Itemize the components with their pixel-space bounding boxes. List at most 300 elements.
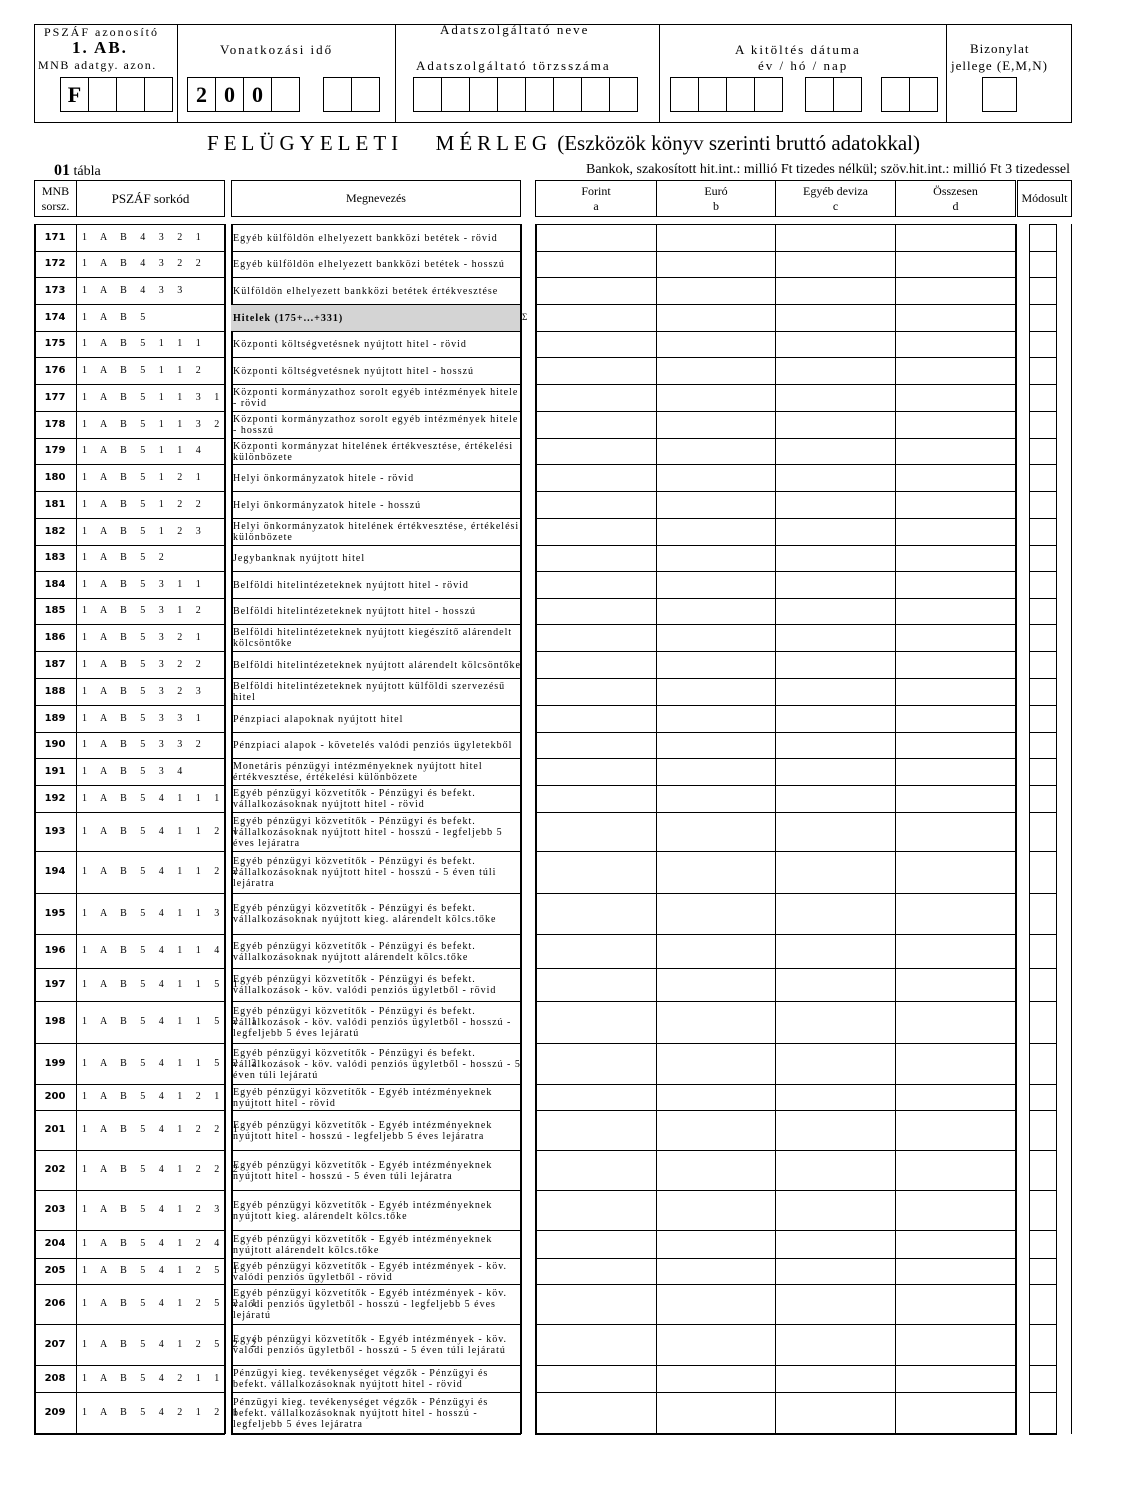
cell-forint[interactable] (536, 625, 655, 651)
cell-osszesen[interactable] (896, 1044, 1014, 1084)
cell-osszesen[interactable] (896, 546, 1014, 571)
cell-modosult[interactable] (1030, 225, 1056, 251)
cell-osszesen[interactable] (896, 1259, 1014, 1284)
cell-euro[interactable] (657, 706, 774, 732)
cell-modosult[interactable] (1030, 412, 1056, 438)
cell-forint[interactable] (536, 1231, 655, 1258)
torzsszam-cell[interactable] (497, 77, 526, 112)
cell-forint[interactable] (536, 599, 655, 624)
cell-modosult[interactable] (1030, 1151, 1056, 1190)
cell-euro[interactable] (657, 252, 774, 277)
cell-egyeb[interactable] (776, 305, 894, 331)
cell-euro[interactable] (657, 679, 774, 705)
cell-euro[interactable] (657, 385, 774, 411)
cell-egyeb[interactable] (776, 894, 894, 934)
cell-modosult[interactable] (1030, 1259, 1056, 1284)
cell-euro[interactable] (657, 813, 774, 851)
cell-euro[interactable] (657, 412, 774, 438)
date-month-cells (805, 77, 862, 112)
torzsszam-cell[interactable] (441, 77, 470, 112)
time-cell[interactable] (323, 77, 352, 112)
cell-modosult[interactable] (1030, 492, 1056, 518)
row-line (1029, 1433, 1057, 1435)
cell-osszesen[interactable] (896, 969, 1014, 1001)
cell-euro[interactable] (657, 439, 774, 464)
cell-modosult[interactable] (1030, 1366, 1056, 1392)
row-label: Hitelek (175+...+331) (233, 312, 344, 324)
cell-modosult[interactable] (1030, 679, 1056, 705)
cell-egyeb[interactable] (776, 225, 894, 251)
cell-euro[interactable] (657, 225, 774, 251)
cell-forint[interactable] (536, 935, 655, 968)
cell-egyeb[interactable] (776, 465, 894, 491)
cell-forint[interactable] (536, 305, 655, 331)
col-forint-letter: a (593, 198, 599, 213)
cell-forint[interactable] (536, 652, 655, 678)
row-line (34, 785, 225, 786)
id-cell[interactable] (88, 77, 117, 112)
cell-forint[interactable] (536, 225, 655, 251)
cell-egyeb[interactable] (776, 1366, 894, 1392)
cell-forint[interactable] (536, 546, 655, 571)
cell-osszesen[interactable] (896, 599, 1014, 624)
cell-osszesen[interactable] (896, 1366, 1014, 1392)
grid-line (1071, 224, 1072, 1434)
cell-osszesen[interactable] (896, 332, 1014, 357)
cell-forint[interactable] (536, 706, 655, 732)
cell-osszesen[interactable] (896, 1393, 1014, 1433)
cell-osszesen[interactable] (896, 252, 1014, 277)
cell-modosult[interactable] (1030, 786, 1056, 812)
bizonylat-label-1: Bizonylat (970, 41, 1030, 56)
form-code: 1. AB. (72, 38, 128, 57)
row-line (34, 545, 225, 546)
cell-egyeb[interactable] (776, 1085, 894, 1110)
cell-egyeb[interactable] (776, 733, 894, 758)
row-number: 197 (44, 978, 66, 990)
cell-euro[interactable] (657, 492, 774, 518)
cell-osszesen[interactable] (896, 1111, 1014, 1150)
time-cell[interactable] (271, 77, 300, 112)
row-label: Egyéb pénzügyi közvetítők - Pénzügyi és befekt. vállalkozásoknak nyújtott hitel - hosszú - 5 éven túli lejáratra (233, 856, 497, 889)
row-number: 188 (44, 685, 66, 697)
row-line (34, 1433, 225, 1435)
bizonylat-cell-input[interactable] (982, 77, 1017, 112)
cell-modosult[interactable] (1030, 278, 1056, 304)
cell-euro[interactable] (657, 1259, 774, 1284)
cell-euro[interactable] (657, 786, 774, 812)
cell-euro[interactable] (657, 1285, 774, 1324)
cell-euro[interactable] (657, 852, 774, 893)
row-code: 1 A B 5 1 1 2 (82, 364, 207, 376)
cell-forint[interactable] (536, 786, 655, 812)
row-line (34, 678, 225, 679)
cell-modosult[interactable] (1030, 385, 1056, 411)
grid-line (76, 224, 77, 1434)
cell-forint[interactable] (536, 679, 655, 705)
cell-osszesen[interactable] (896, 385, 1014, 411)
cell-euro[interactable] (657, 305, 774, 331)
cell-forint[interactable] (536, 492, 655, 518)
cell-osszesen[interactable] (896, 894, 1014, 934)
row-code: 1 A B 5 4 1 1 3 (82, 907, 225, 919)
cell-egyeb[interactable] (776, 278, 894, 304)
row-label: Belföldi hitelintézeteknek nyújtott hitel - rövid (233, 579, 469, 591)
cell-euro[interactable] (657, 332, 774, 357)
cell-egyeb[interactable] (776, 786, 894, 812)
cell-osszesen[interactable] (896, 1085, 1014, 1110)
cell-euro[interactable] (657, 1151, 774, 1190)
row-label: Egyéb pénzügyi közvetítők - Egyéb intézmények - köv. valódi penziós ügyletből - hosszú - 5 éven túli lejáratú (233, 1334, 508, 1356)
cell-euro[interactable] (657, 599, 774, 624)
cell-modosult[interactable] (1030, 572, 1056, 598)
cell-euro[interactable] (657, 1044, 774, 1084)
cell-euro[interactable] (657, 894, 774, 934)
cell-osszesen[interactable] (896, 625, 1014, 651)
cell-egyeb[interactable] (776, 1044, 894, 1084)
row-line (34, 491, 225, 492)
cell-forint[interactable] (536, 1151, 655, 1190)
cell-modosult[interactable] (1030, 519, 1056, 545)
date-cell[interactable] (881, 77, 910, 112)
row-code: 1 A B 5 4 1 1 2 2 (82, 866, 244, 877)
cell-osszesen[interactable] (896, 786, 1014, 812)
cell-euro[interactable] (657, 625, 774, 651)
date-cell[interactable] (754, 77, 783, 112)
cell-egyeb[interactable] (776, 1002, 894, 1043)
cell-modosult[interactable] (1030, 935, 1056, 968)
row-number: 194 (44, 866, 66, 877)
cell-forint[interactable] (536, 1285, 655, 1324)
col-mnb-line1: MNB (41, 184, 70, 199)
cell-egyeb[interactable] (776, 1231, 894, 1258)
row-line (34, 758, 225, 759)
cell-modosult[interactable] (1030, 332, 1056, 357)
cell-egyeb[interactable] (776, 439, 894, 464)
cell-osszesen[interactable] (896, 1325, 1014, 1365)
cell-modosult[interactable] (1030, 625, 1056, 651)
cell-euro[interactable] (657, 1393, 774, 1433)
cell-egyeb[interactable] (776, 1285, 894, 1324)
id-cell[interactable] (116, 77, 145, 112)
cell-euro[interactable] (657, 733, 774, 758)
cell-egyeb[interactable] (776, 813, 894, 851)
time-cell[interactable]: 0 (215, 77, 244, 112)
torzsszam-cell[interactable] (469, 77, 498, 112)
pszaf-azonosito-label: PSZÁF azonosító (44, 25, 160, 39)
cell-euro[interactable] (657, 358, 774, 384)
ev-ho-nap-label: év / hó / nap (758, 58, 849, 73)
row-code: 1 A B 5 2 (82, 552, 170, 563)
cell-forint[interactable] (536, 278, 655, 304)
row-code: 1 A B 5 4 2 1 1 (82, 1372, 225, 1384)
cell-forint[interactable] (536, 733, 655, 758)
col-header-pszaf: PSZÁF sorkód (76, 180, 225, 217)
row-number: 208 (44, 1372, 66, 1384)
col-mnb-line2: sorsz. (41, 198, 70, 213)
cell-modosult[interactable] (1030, 252, 1056, 277)
cell-egyeb[interactable] (776, 252, 894, 277)
cell-egyeb[interactable] (776, 385, 894, 411)
cell-egyeb[interactable] (776, 1111, 894, 1150)
torzsszam-cell[interactable] (581, 77, 610, 112)
cell-egyeb[interactable] (776, 679, 894, 705)
cell-osszesen[interactable] (896, 1231, 1014, 1258)
date-cell[interactable] (726, 77, 755, 112)
date-cell[interactable] (833, 77, 862, 112)
cell-forint[interactable] (536, 759, 655, 785)
row-label: Egyéb pénzügyi közvetítők - Egyéb intézményeknek nyújtott hitel - rövid (233, 1086, 493, 1109)
row-line (34, 598, 225, 599)
cell-osszesen[interactable] (896, 852, 1014, 893)
cell-euro[interactable] (657, 1366, 774, 1392)
cell-forint[interactable] (536, 1044, 655, 1084)
cell-euro[interactable] (657, 1111, 774, 1150)
cell-forint[interactable] (536, 894, 655, 934)
cell-modosult[interactable] (1030, 1191, 1056, 1230)
cell-osszesen[interactable] (896, 1151, 1014, 1190)
cell-osszesen[interactable] (896, 225, 1014, 251)
row-number: 186 (44, 631, 66, 643)
date-cell[interactable] (698, 77, 727, 112)
cell-modosult[interactable] (1030, 358, 1056, 384)
cell-euro[interactable] (657, 1191, 774, 1230)
cell-forint[interactable] (536, 1191, 655, 1230)
time-cell[interactable]: 0 (243, 77, 272, 112)
row-label: Egyéb pénzügyi közvetítők - Pénzügyi és befekt. vállalkozásoknak nyújtott hitel - hosszú - legfeljebb 5 éves lejáratra (233, 815, 503, 849)
row-code: 1 A B 5 3 3 1 (82, 712, 207, 724)
cell-modosult[interactable] (1030, 733, 1056, 758)
col-egyeb-label: Egyéb deviza (803, 184, 868, 199)
cell-egyeb[interactable] (776, 852, 894, 893)
cell-modosult[interactable] (1030, 652, 1056, 678)
cell-osszesen[interactable] (896, 278, 1014, 304)
row-label: Egyéb külföldön elhelyezett bankközi betétek - rövid (233, 232, 498, 244)
row-number: 199 (44, 1057, 66, 1069)
row-number: 176 (44, 364, 66, 376)
cell-euro[interactable] (657, 652, 774, 678)
cell-egyeb[interactable] (776, 519, 894, 545)
torzsszam-cells (413, 77, 638, 112)
col-osszesen-label: Összesen (933, 184, 978, 199)
cell-osszesen[interactable] (896, 813, 1014, 851)
cell-forint[interactable] (536, 412, 655, 438)
row-line (34, 893, 225, 894)
cell-euro[interactable] (657, 1085, 774, 1110)
title-part-2: MÉRLEG (435, 131, 552, 155)
row-number: 178 (44, 418, 66, 430)
row-code: 1 A B 5 3 1 2 (82, 605, 207, 616)
cell-modosult[interactable] (1030, 1285, 1056, 1324)
cell-osszesen[interactable] (896, 492, 1014, 518)
row-label: Pénzpiaci alapoknak nyújtott hitel (233, 713, 404, 725)
cell-euro[interactable] (657, 465, 774, 491)
cell-forint[interactable] (536, 1085, 655, 1110)
cell-egyeb[interactable] (776, 1191, 894, 1230)
cell-forint[interactable] (536, 385, 655, 411)
cell-egyeb[interactable] (776, 625, 894, 651)
cell-osszesen[interactable] (896, 679, 1014, 705)
cell-modosult[interactable] (1030, 305, 1056, 331)
row-number: 182 (44, 525, 66, 537)
row-code: 1 A B 4 3 2 1 (82, 231, 207, 243)
row-line (34, 851, 225, 852)
cell-egyeb[interactable] (776, 1393, 894, 1433)
cell-modosult[interactable] (1030, 894, 1056, 934)
date-cell[interactable] (670, 77, 699, 112)
cell-osszesen[interactable] (896, 305, 1014, 331)
cell-egyeb[interactable] (776, 358, 894, 384)
cell-osszesen[interactable] (896, 358, 1014, 384)
cell-modosult[interactable] (1030, 852, 1056, 893)
cell-osszesen[interactable] (896, 706, 1014, 732)
cell-euro[interactable] (657, 1325, 774, 1365)
row-code: 1 A B 5 1 1 3 2 (82, 418, 225, 430)
cell-egyeb[interactable] (776, 759, 894, 785)
cell-modosult[interactable] (1030, 969, 1056, 1001)
cell-egyeb[interactable] (776, 969, 894, 1001)
cell-osszesen[interactable] (896, 1002, 1014, 1043)
cell-euro[interactable] (657, 546, 774, 571)
date-cell[interactable] (909, 77, 938, 112)
cell-egyeb[interactable] (776, 1151, 894, 1190)
cell-forint[interactable] (536, 813, 655, 851)
row-number: 173 (44, 284, 66, 296)
cell-osszesen[interactable] (896, 519, 1014, 545)
cell-osszesen[interactable] (896, 439, 1014, 464)
row-code: 1 A B 5 1 2 1 (82, 471, 207, 483)
cell-euro[interactable] (657, 935, 774, 968)
time-cell[interactable] (351, 77, 380, 112)
cell-modosult[interactable] (1030, 439, 1056, 464)
cell-egyeb[interactable] (776, 1259, 894, 1284)
cell-modosult[interactable] (1030, 1325, 1056, 1365)
cell-modosult[interactable] (1030, 813, 1056, 851)
cell-modosult[interactable] (1030, 759, 1056, 785)
cell-osszesen[interactable] (896, 652, 1014, 678)
row-number: 203 (44, 1204, 66, 1215)
cell-modosult[interactable] (1030, 1231, 1056, 1258)
cell-modosult[interactable] (1030, 546, 1056, 571)
row-code: 1 A B 5 3 2 3 (82, 685, 207, 697)
cell-osszesen[interactable] (896, 572, 1014, 598)
cell-osszesen[interactable] (896, 935, 1014, 968)
cell-egyeb[interactable] (776, 599, 894, 624)
col-forint-label: Forint (581, 184, 611, 199)
row-label: Központi kormányzathoz sorolt egyéb intézmények hitele - hosszú (233, 414, 519, 436)
cell-euro[interactable] (657, 969, 774, 1001)
cell-forint[interactable] (536, 1393, 655, 1433)
cell-forint[interactable] (536, 1325, 655, 1365)
row-line (34, 304, 225, 305)
cell-modosult[interactable] (1030, 599, 1056, 624)
torzsszam-cell[interactable] (413, 77, 442, 112)
cell-euro[interactable] (657, 519, 774, 545)
cell-forint[interactable] (536, 1259, 655, 1284)
cell-modosult[interactable] (1030, 1002, 1056, 1043)
row-label: Belföldi hitelintézeteknek nyújtott kiegészítő alárendelt kölcsöntőke (233, 627, 513, 649)
cell-forint[interactable] (536, 1002, 655, 1043)
cell-forint[interactable] (536, 358, 655, 384)
sigma-mark: Σ (522, 311, 528, 322)
cell-egyeb[interactable] (776, 652, 894, 678)
cell-egyeb[interactable] (776, 332, 894, 357)
torzsszam-cell[interactable] (553, 77, 582, 112)
cell-euro[interactable] (657, 278, 774, 304)
cell-forint[interactable] (536, 465, 655, 491)
time-cell[interactable]: 2 (187, 77, 216, 112)
col-header-mnb (34, 180, 77, 217)
torzsszam-cell[interactable] (609, 77, 638, 112)
cell-modosult[interactable] (1030, 1085, 1056, 1110)
cell-forint[interactable] (536, 1111, 655, 1150)
cell-euro[interactable] (657, 1231, 774, 1258)
row-number: 206 (44, 1298, 66, 1309)
date-cell[interactable] (805, 77, 834, 112)
row-number: 189 (44, 712, 66, 724)
row-code: 1 A B 5 4 1 2 5 2 1 (82, 1298, 262, 1309)
col-header-osszesen (895, 180, 1016, 217)
cell-forint[interactable] (536, 252, 655, 277)
cell-euro[interactable] (657, 759, 774, 785)
cell-egyeb[interactable] (776, 935, 894, 968)
id-cell[interactable]: F (60, 77, 89, 112)
cell-modosult[interactable] (1030, 1393, 1056, 1433)
cell-forint[interactable] (536, 1366, 655, 1392)
date-year-cells (670, 77, 783, 112)
cell-modosult[interactable] (1030, 1044, 1056, 1084)
cell-egyeb[interactable] (776, 492, 894, 518)
cell-egyeb[interactable] (776, 546, 894, 571)
torzsszam-cell[interactable] (525, 77, 554, 112)
cell-modosult[interactable] (1030, 465, 1056, 491)
cell-egyeb[interactable] (776, 572, 894, 598)
cell-modosult[interactable] (1030, 706, 1056, 732)
vonatkozasi-ido-label: Vonatkozási idő (220, 42, 334, 57)
row-line (34, 1258, 225, 1259)
cell-forint[interactable] (536, 439, 655, 464)
cell-egyeb[interactable] (776, 412, 894, 438)
row-code: 1 A B 4 3 2 2 (82, 258, 207, 269)
id-cell[interactable] (144, 77, 173, 112)
cell-osszesen[interactable] (896, 759, 1014, 785)
cell-osszesen[interactable] (896, 465, 1014, 491)
cell-osszesen[interactable] (896, 1191, 1014, 1230)
cell-forint[interactable] (536, 852, 655, 893)
grid-line (1056, 224, 1057, 1434)
row-label: Külföldön elhelyezett bankközi betétek értékvesztése (233, 285, 499, 297)
cell-egyeb[interactable] (776, 706, 894, 732)
kitoltes-datuma-label: A kitöltés dátuma (735, 42, 861, 57)
cell-forint[interactable] (536, 332, 655, 357)
cell-egyeb[interactable] (776, 1325, 894, 1365)
row-number: 174 (44, 311, 66, 323)
cell-forint[interactable] (536, 572, 655, 598)
row-label: Egyéb pénzügyi közvetítők - Egyéb intézmények - köv. valódi penziós ügyletből - hosszú - legfeljebb 5 éves lejáratú (233, 1288, 508, 1321)
row-line (34, 732, 225, 733)
cell-modosult[interactable] (1030, 1111, 1056, 1150)
cell-osszesen[interactable] (896, 412, 1014, 438)
cell-forint[interactable] (536, 519, 655, 545)
row-label: Helyi önkormányzatok hitelének értékvesztése, értékelési különbözete (233, 521, 520, 543)
cell-osszesen[interactable] (896, 733, 1014, 758)
cell-euro[interactable] (657, 1002, 774, 1043)
cell-euro[interactable] (657, 572, 774, 598)
mnb-adatgy-label: MNB adatgy. azon. (38, 58, 157, 72)
cell-osszesen[interactable] (896, 1285, 1014, 1324)
cell-forint[interactable] (536, 969, 655, 1001)
title-part-1: FELÜGYELETI (207, 131, 404, 155)
